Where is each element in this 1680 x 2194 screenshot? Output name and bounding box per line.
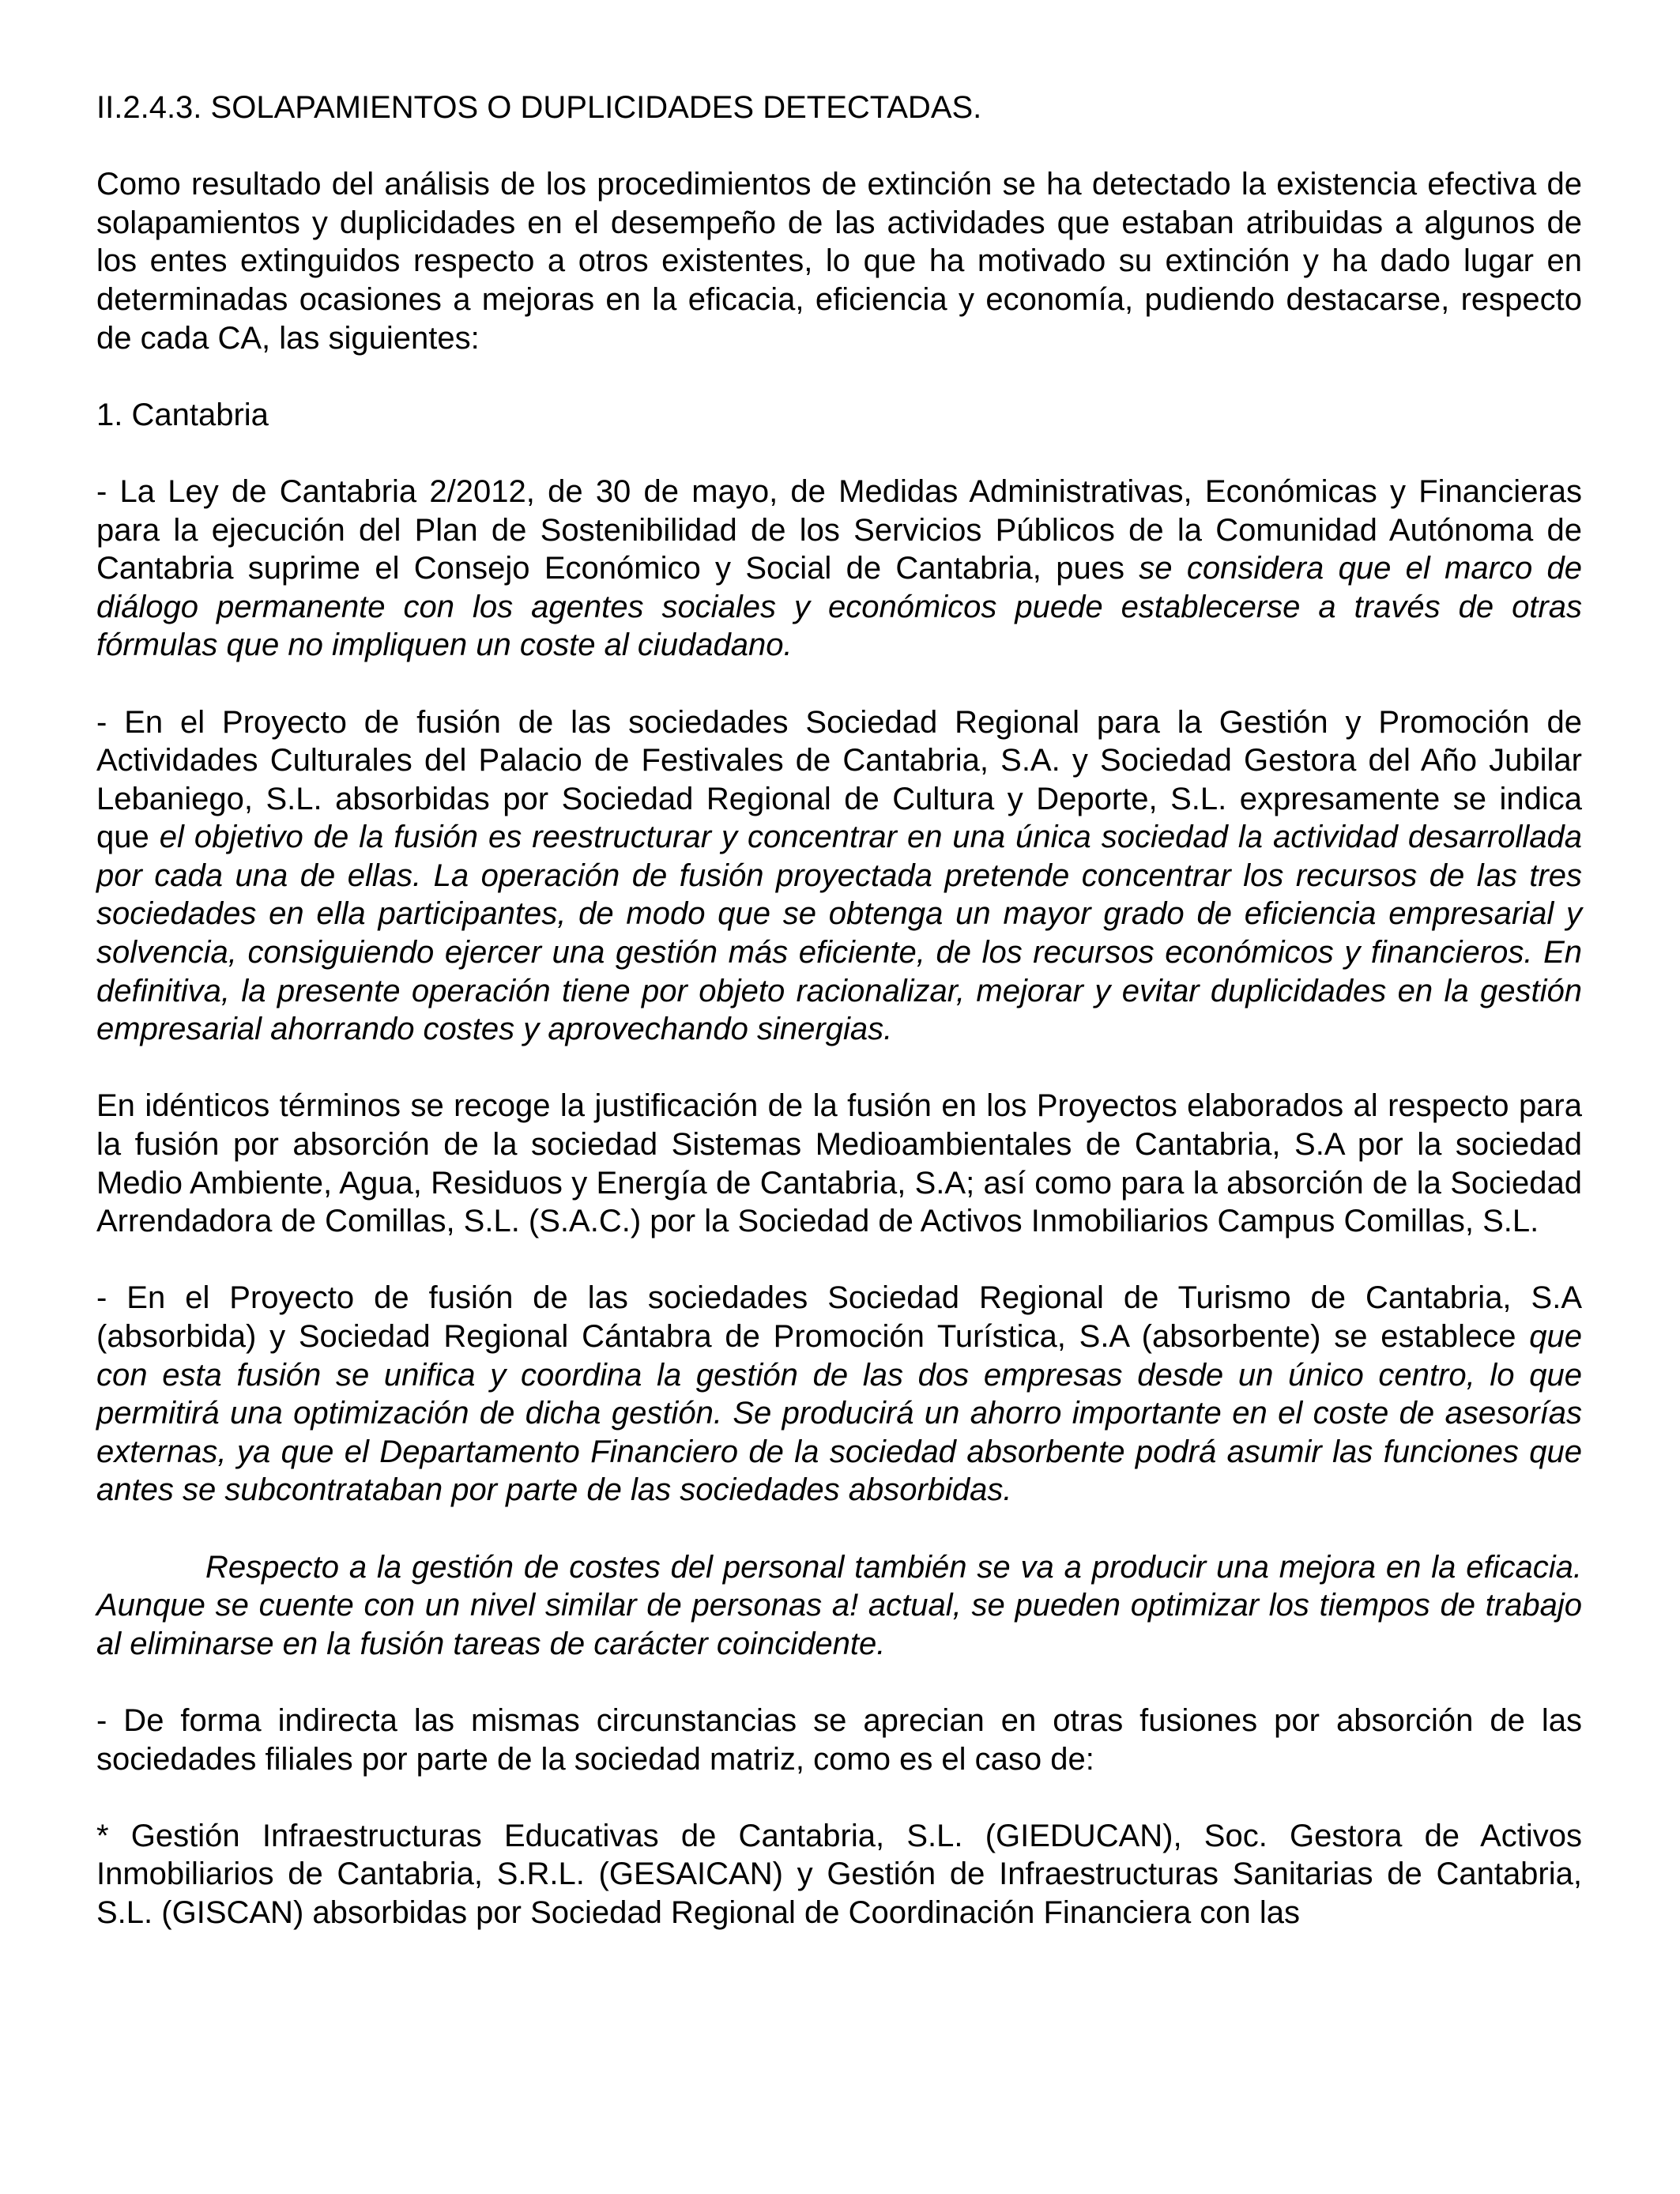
paragraph-ley-cantabria <box>96 473 1582 665</box>
paragraph-forma-indirecta: - De forma indirecta las mismas circunstancias se aprecian en otras fusiones por absorción de las sociedades filiales por parte de la sociedad matriz, como es el caso de: <box>96 1702 1582 1777</box>
section-heading: II.2.4.3. SOLAPAMIENTOS O DUPLICIDADES DETECTADAS. <box>96 90 982 125</box>
subsection-title: 1. Cantabria <box>96 397 269 432</box>
paragraph-text: - En el Proyecto de fusión de las sociedades Sociedad Regional para la Gestión y Promoción de Actividades Culturales del Palacio de Festivales de Cantabria, S.A. y Sociedad Gestora del Año Jubilar Lebaniego, S.L. absorbidas por Sociedad Regional de Cultura y Deporte, S.L. expresamente se indica que <box>96 704 1582 855</box>
paragraph-text: - En el Proyecto de fusión de las sociedades Sociedad Regional de Turismo de Cantabria, S.A (absorbida) y Sociedad Regional Cántabra de Promoción Turística, S.A (absorbente) se establece <box>96 1280 1582 1354</box>
paragraph-identicos-terminos: En idénticos términos se recoge la justificación de la fusión en los Proyectos elaborados al respecto para la fusión por absorción de la sociedad Sistemas Medioambientales de Cantabria, S.A por la sociedad Medio Ambiente, Agua, Residuos y Energía de Cantabria, S.A; así como para la absorción de la Sociedad Arrendadora de Comillas, S.L. (S.A.C.) por la Sociedad de Activos Inmobiliarios Campus Comillas, S.L. <box>96 1088 1582 1239</box>
quoted-text: se considera que el marco de diálogo permanente con los agentes sociales y económicos puede establecerse a través de otras fórmulas que no impliquen un coste al ciudadano. <box>96 551 1583 663</box>
intro-paragraph: Como resultado del análisis de los procedimientos de extinción se ha detectado la existencia efectiva de solapamientos y duplicidades en el desempeño de las actividades que estaban atribuidas a algunos de los entes extinguidos respecto a otros existentes, lo que ha motivado su extinción y ha dado lugar en determinadas ocasiones a mejoras en la eficacia, eficiencia y economía, pudiendo destacarse, respecto de cada CA, las siguientes: <box>96 167 1582 356</box>
paragraph-costes-personal <box>96 1548 1582 1664</box>
paragraph-fusion-cultura <box>96 703 1582 1049</box>
paragraph-text: - La Ley de Cantabria 2/2012, de 30 de mayo, de Medidas Administrativas, Económicas y Financieras para la ejecución del Plan de Sostenibilidad de los Servicios Públicos de la Comunidad Autónoma de Cantabria suprime el Consejo Económico y Social de Cantabria, pues <box>96 473 1582 586</box>
quoted-text: Respecto a la gestión de costes del personal también se va a producir una mejora en la eficacia. Aunque se cuente con un nivel similar de personas a! actual, se pueden optimizar los tiempos de trabajo al eliminarse en la fusión tareas de carácter coincidente. <box>96 1549 1582 1661</box>
paragraph-fusion-turismo <box>96 1279 1582 1510</box>
document-body <box>96 89 1582 1970</box>
quoted-text: el objetivo de la fusión es reestructurar y concentrar en una única sociedad la actividad desarrollada por cada una de ellas. La operación de fusión proyectada pretende concentrar los recursos de las tres sociedades en ella participantes, de modo que se obtenga un mayor grado de eficiencia empresarial y solvencia, consiguiendo ejercer una gestión más eficiente, de los recursos económicos y financieros. En definitiva, la presente operación tiene por objeto racionalizar, mejorar y evitar duplicidades en la gestión empresarial ahorrando costes y aprovechando sinergias. <box>96 820 1582 1047</box>
paragraph-gieducan: * Gestión Infraestructuras Educativas de Cantabria, S.L. (GIEDUCAN), Soc. Gestora de Activos Inmobiliarios de Cantabria, S.R.L. (GESAICAN) y Gestión de Infraestructuras Sanitarias de Cantabria, S.L. (GISCAN) absorbidas por Sociedad Regional de Coordinación Financiera con las <box>96 1818 1582 1930</box>
quoted-text: que con esta fusión se unifica y coordina la gestión de las dos empresas desde un único centro, lo que permitirá una optimización de dicha gestión. Se producirá un ahorro importante en el coste de asesorías externas, ya que el Departamento Financiero de la sociedad absorbente podrá asumir las funciones que antes se subcontrataban por parte de las sociedades absorbidas. <box>96 1319 1582 1508</box>
